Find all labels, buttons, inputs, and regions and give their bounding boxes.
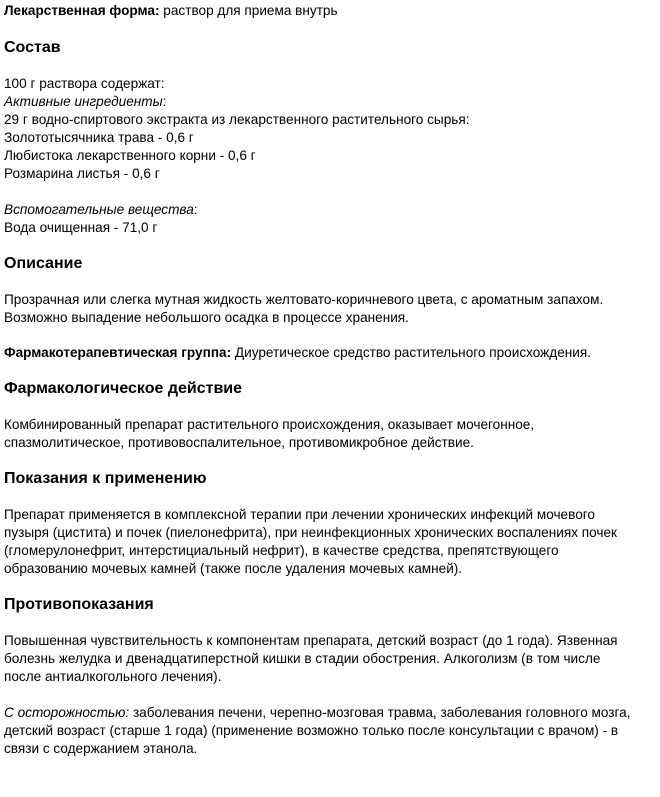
pharm-action-line: Комбинированный препарат растительного происхождения, оказывает мочегонное, — [4, 417, 535, 432]
caution-line: связи с содержанием этанола. — [4, 741, 198, 756]
active-ingredients-label: Активные ингредиенты — [4, 94, 163, 109]
caution-line: детский возраст (старше 1 года) (применение возможно только после консультации с врачом) - в — [4, 723, 619, 738]
composition-section — [4, 75, 656, 237]
contraindications-line: после антиалкогольного лечения). — [4, 669, 222, 684]
excipient-line: Вода очищенная - 71,0 г — [4, 220, 158, 235]
active-ingredient-line: 29 г водно-спиртового экстракта из лекарственного растительного сырья: — [4, 112, 470, 127]
contraindications-section — [4, 632, 656, 758]
indications-line: (гломерулонефрит, интерстициальный нефрит), в качестве средства, препятствующего — [4, 543, 559, 558]
pharm-action-section — [4, 416, 656, 452]
indications-heading: Показания к применению — [4, 470, 207, 487]
contraindications-line: болезнь желудка и двенадцатиперстной кишки в стадии обострения. Алкоголизм (в том числе — [4, 651, 601, 666]
composition-heading: Состав — [4, 39, 61, 56]
pharm-action-line: спазмолитическое, противовоспалительное, противомикробное действие. — [4, 435, 474, 450]
indications-line: Препарат применяется в комплексной терапии при лечении хронических инфекций мочевого — [4, 507, 595, 522]
contraindications-heading: Противопоказания — [4, 596, 154, 613]
composition-intro: 100 г раствора содержат: — [4, 76, 165, 91]
pharm-group-value: Диуретическое средство растительного происхождения. — [231, 345, 591, 360]
caution-line — [4, 704, 656, 722]
dosage-form-value: раствор для приема внутрь — [159, 3, 338, 18]
active-ingredients-colon: : — [162, 94, 167, 109]
indications-line: пузыря (цистита) и почек (пиелонефрита), при неинфекционных хронических воспалениях почек — [4, 525, 617, 540]
description-section — [4, 291, 656, 327]
active-ingredient-line: Розмарина листья - 0,6 г — [4, 166, 160, 181]
indications-line: образованию мочевых камней (также после удаления мочевых камней). — [4, 561, 463, 576]
description-line: Возможно выпадение небольшого осадка в процессе хранения. — [4, 310, 409, 325]
active-ingredient-line: Любистока лекарственного корни - 0,6 г — [4, 148, 256, 163]
indications-section — [4, 506, 656, 578]
pharm-group-line — [4, 344, 656, 362]
description-heading: Описание — [4, 255, 83, 272]
dosage-form-line — [4, 2, 656, 20]
description-line: Прозрачная или слегка мутная жидкость желтовато-коричневого цвета, с ароматным запахом. — [4, 292, 604, 307]
active-ingredients-label-line — [4, 93, 656, 111]
excipients-label-line — [4, 201, 656, 219]
caution-label: С осторожностью: — [4, 705, 130, 720]
excipients-label: Вспомогательные вещества — [4, 202, 194, 217]
dosage-form-label: Лекарственная форма: — [4, 3, 160, 18]
contraindications-line: Повышенная чувствительность к компонентам препарата, детский возраст (до 1 года). Язвенная — [4, 633, 618, 648]
excipients-colon: : — [193, 202, 198, 217]
active-ingredient-line: Золототысячника трава - 0,6 г — [4, 130, 194, 145]
caution-text: заболевания печени, черепно-мозговая травма, заболевания головного мозга, — [129, 705, 631, 720]
pharm-action-heading: Фармакологическое действие — [4, 380, 243, 397]
pharm-group-label: Фармакотерапевтическая группа: — [4, 345, 232, 360]
